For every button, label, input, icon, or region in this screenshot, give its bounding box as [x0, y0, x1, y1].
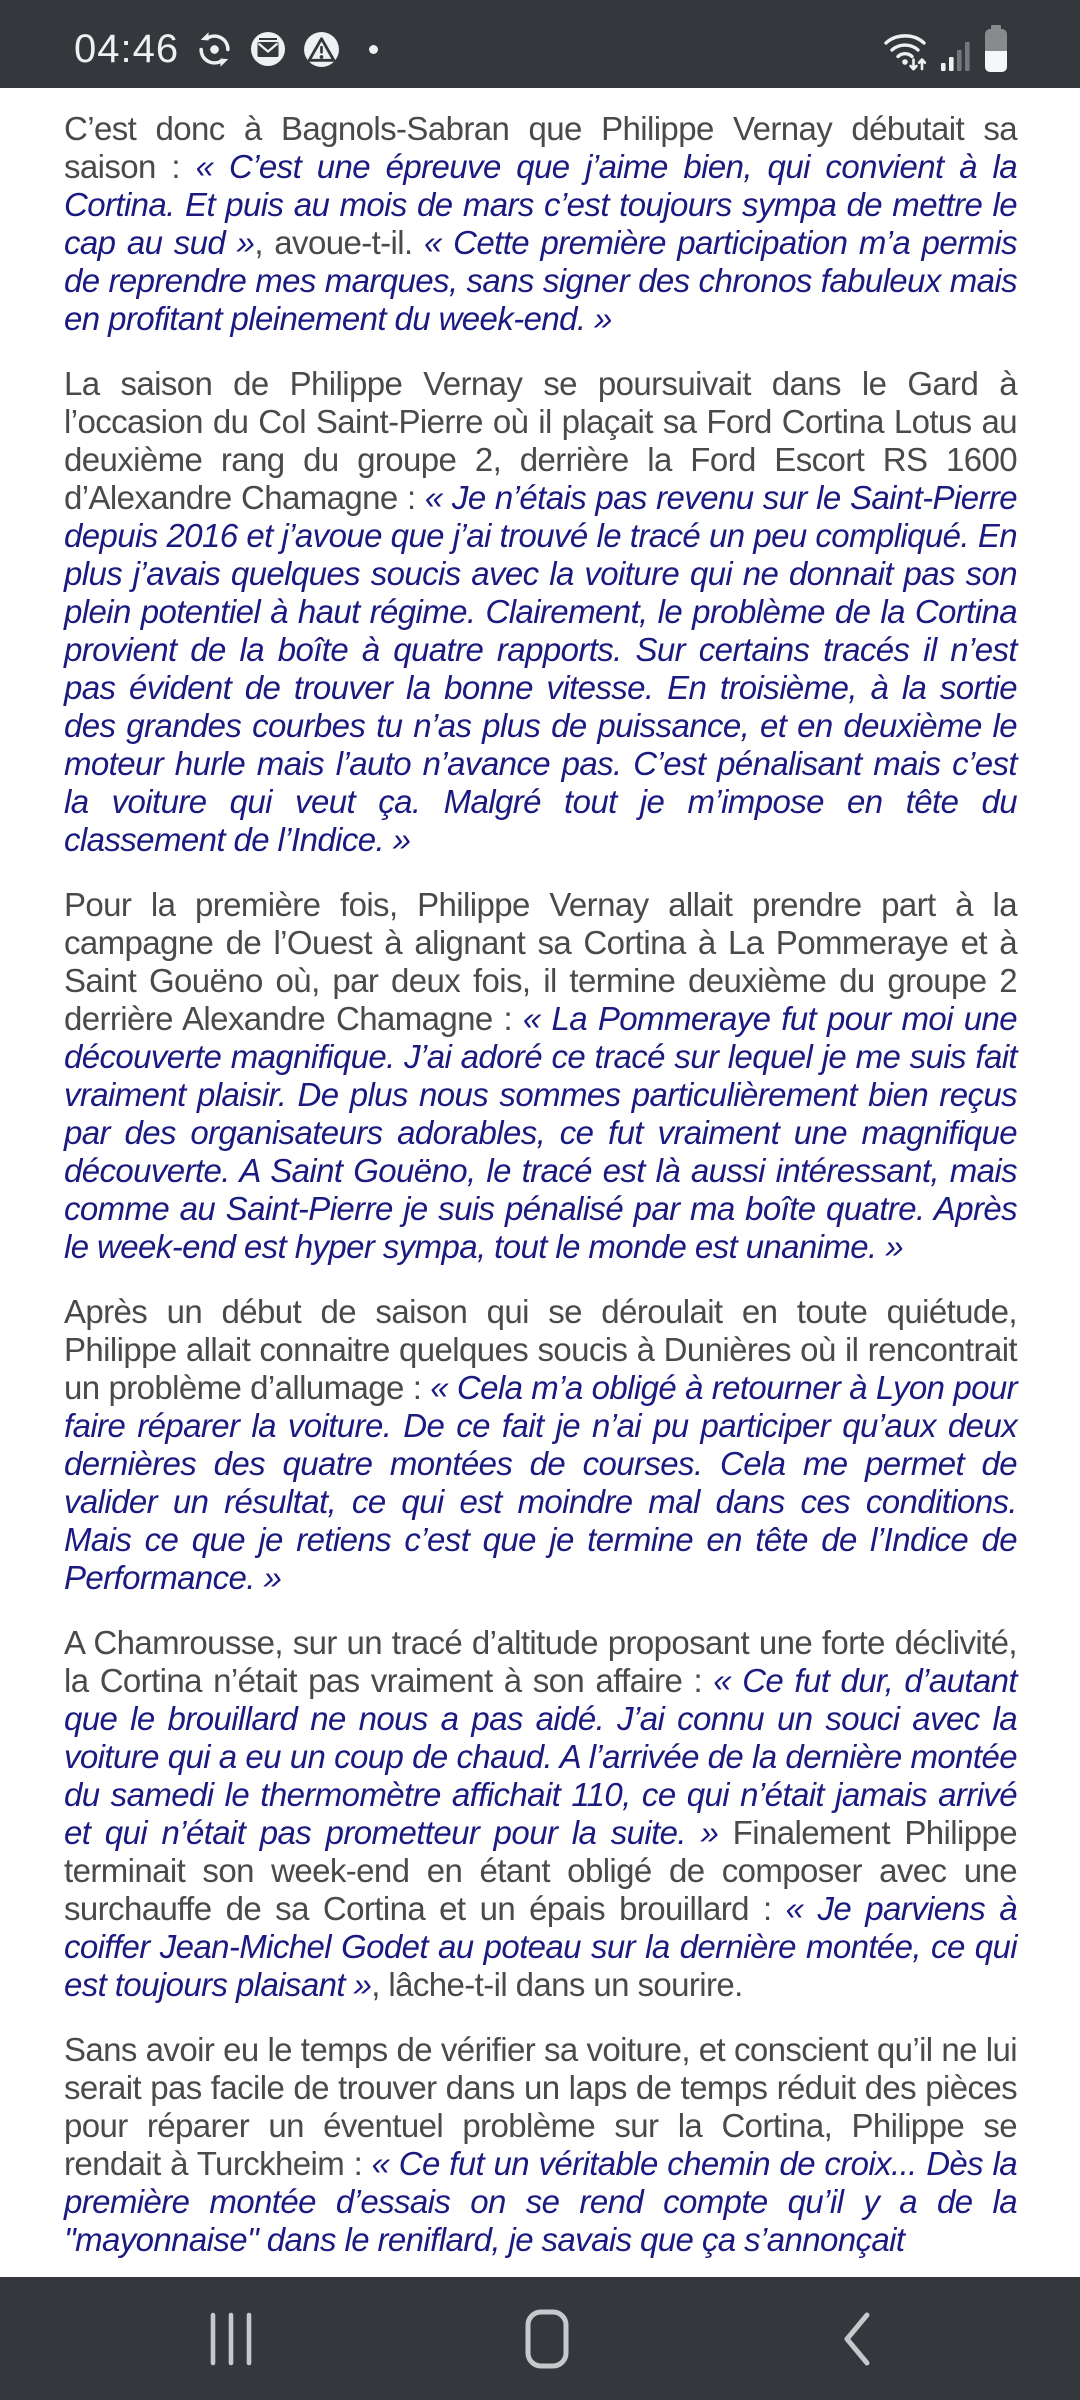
email-icon: [250, 31, 286, 67]
back-icon: [840, 2310, 872, 2368]
narration-text: C’est donc à Bagnols-Sabran que Philippe Vernay débutait sa saison :: [64, 110, 1017, 185]
quoted-speech: « Je n’étais pas revenu sur le Saint-Pierre depuis 2016 et j’avoue que j’ai trouvé le tracé un peu compliqué. En plus j’avais quelques soucis avec la voiture qui ne donnait pas son plein potentiel à haut régime. Clairement, le problème de la Cortina provient de la boîte à quatre rapports. Sur certains tracés il n’est pas évident de trouver la bonne vitesse. En troisième, à la sortie des grandes courbes tu n’as plus de puissance, et en deuxième le moteur hurle mais l’auto n’avance pas. C’est pénalisant mais c’est la voiture qui veut ça. Malgré tout je m’impose en tête du classement de l’Indice. »: [64, 479, 1017, 858]
quoted-speech: « Cela m’a obligé à retourner à Lyon pour faire réparer la voiture. De ce fait je n’ai pu participer qu’aux deux dernières des quatre montées de courses. Cela me permet de valider un résultat, ce qui est moindre mal dans ces conditions. Mais ce que je retiens c’est que je termine en tête de l’Indice de Performance. »: [64, 1369, 1017, 1596]
quoted-speech: « Cette première participation m’a permis de reprendre mes marques, sans signer des chronos fabuleux mais en profitant pleinement du week-end. »: [64, 224, 1018, 337]
status-bar-left: [74, 29, 378, 69]
article-paragraph: [64, 1624, 1017, 2004]
alert-icon: [303, 31, 340, 68]
recents-icon: [208, 2310, 254, 2368]
narration-text: Après un début de saison qui se déroulait en toute quiétude, Philippe allait connaitre quelques soucis à Dunières où il rencontrait un problème d’allumage :: [64, 1293, 1017, 1406]
narration-text: A Chamrousse, sur un tracé d’altitude proposant une forte déclivité, la Cortina n’était pas vraiment à son affaire :: [64, 1624, 1017, 1699]
battery-icon: [984, 25, 1008, 73]
recents-button[interactable]: [208, 2310, 254, 2368]
status-bar-right: [882, 25, 1008, 73]
article-paragraph: [64, 365, 1017, 859]
home-button[interactable]: [525, 2309, 569, 2369]
narration-text: La saison de Philippe Vernay se poursuivait dans le Gard à l’occasion du Col Saint-Pierre où il plaçait sa Ford Cortina Lotus au deuxième rang du groupe 2, derrière la Ford Escort RS 1600 d’Alexandre Chamagne :: [64, 365, 1017, 516]
wifi-icon: [882, 29, 928, 73]
quoted-speech: « Ce fut dur, d’autant que le brouillard ne nous a pas aidé. J’ai connu un souci avec la voiture qui a eu un coup de chaud. A l’arrivée de la dernière montée du samedi le thermomètre affichait 110, ce qui n’était jamais arrivé et qui n’était pas prometteur pour la suite. »: [64, 1662, 1017, 1851]
quoted-speech: « Je parviens à coiffer Jean-Michel Godet au poteau sur la dernière montée, ce qui est toujours plaisant »: [64, 1890, 1017, 2003]
article-paragraph: [64, 886, 1017, 1266]
reader-content[interactable]: [0, 88, 1080, 2400]
quoted-speech: « C’est une épreuve que j’aime bien, qui convient à la Cortina. Et puis au mois de mars c’est toujours sympa de mettre le cap au sud »: [64, 148, 1017, 261]
quoted-speech: « La Pommeraye fut pour moi une découverte magnifique. J’ai adoré ce tracé sur lequel je me suis fait vraiment plaisir. De plus nous sommes particulièrement bien reçus par des organisateurs adorables, ce fut vraiment une magnifique découverte. A Saint Gouëno, le tracé est là aussi intéressant, mais comme au Saint-Pierre je suis pénalisé par ma boîte quatre. Après le week-end est hyper sympa, tout le monde est unanime. »: [64, 1000, 1017, 1265]
sync-icon: [196, 31, 233, 68]
article-paragraph: [64, 2031, 1017, 2259]
article-paragraph: [64, 110, 1017, 338]
more-notifications-dot: [369, 45, 378, 54]
home-icon: [525, 2309, 569, 2369]
quoted-speech: « Ce fut un véritable chemin de croix... Dès la première montée d’essais on se rend compte qu’il y a de la "mayonnaise" dans le reniflard, je savais que ça s’annonçait: [64, 2145, 1017, 2258]
status-bar: [0, 0, 1080, 88]
narration-text: Sans avoir eu le temps de vérifier sa voiture, et conscient qu’il ne lui serait pas facile de trouver dans un laps de temps réduit des pièces pour réparer un éventuel problème sur la Cortina, Philippe se rendait à Turckheim :: [64, 2031, 1017, 2182]
narration-text: Finalement Philippe terminait son week-end en étant obligé de composer avec une surchauffe de sa Cortina et un épais brouillard :: [64, 1814, 1017, 1927]
narration-text: , avoue-t-il.: [254, 224, 424, 261]
article-paragraph: [64, 1293, 1017, 1597]
signal-strength-icon: [941, 37, 971, 73]
narration-text: Pour la première fois, Philippe Vernay allait prendre part à la campagne de l’Ouest à alignant sa Cortina à La Pommeraye et à Saint Gouëno où, par deux fois, il termine deuxième du groupe 2 derrière Alexandre Chamagne :: [64, 886, 1017, 1037]
article-body: [64, 110, 1017, 2259]
navigation-bar: [0, 2277, 1080, 2400]
status-clock: 04:46: [74, 27, 180, 71]
narration-text: , lâche-t-il dans un sourire.: [371, 1966, 743, 2003]
back-button[interactable]: [840, 2310, 872, 2368]
